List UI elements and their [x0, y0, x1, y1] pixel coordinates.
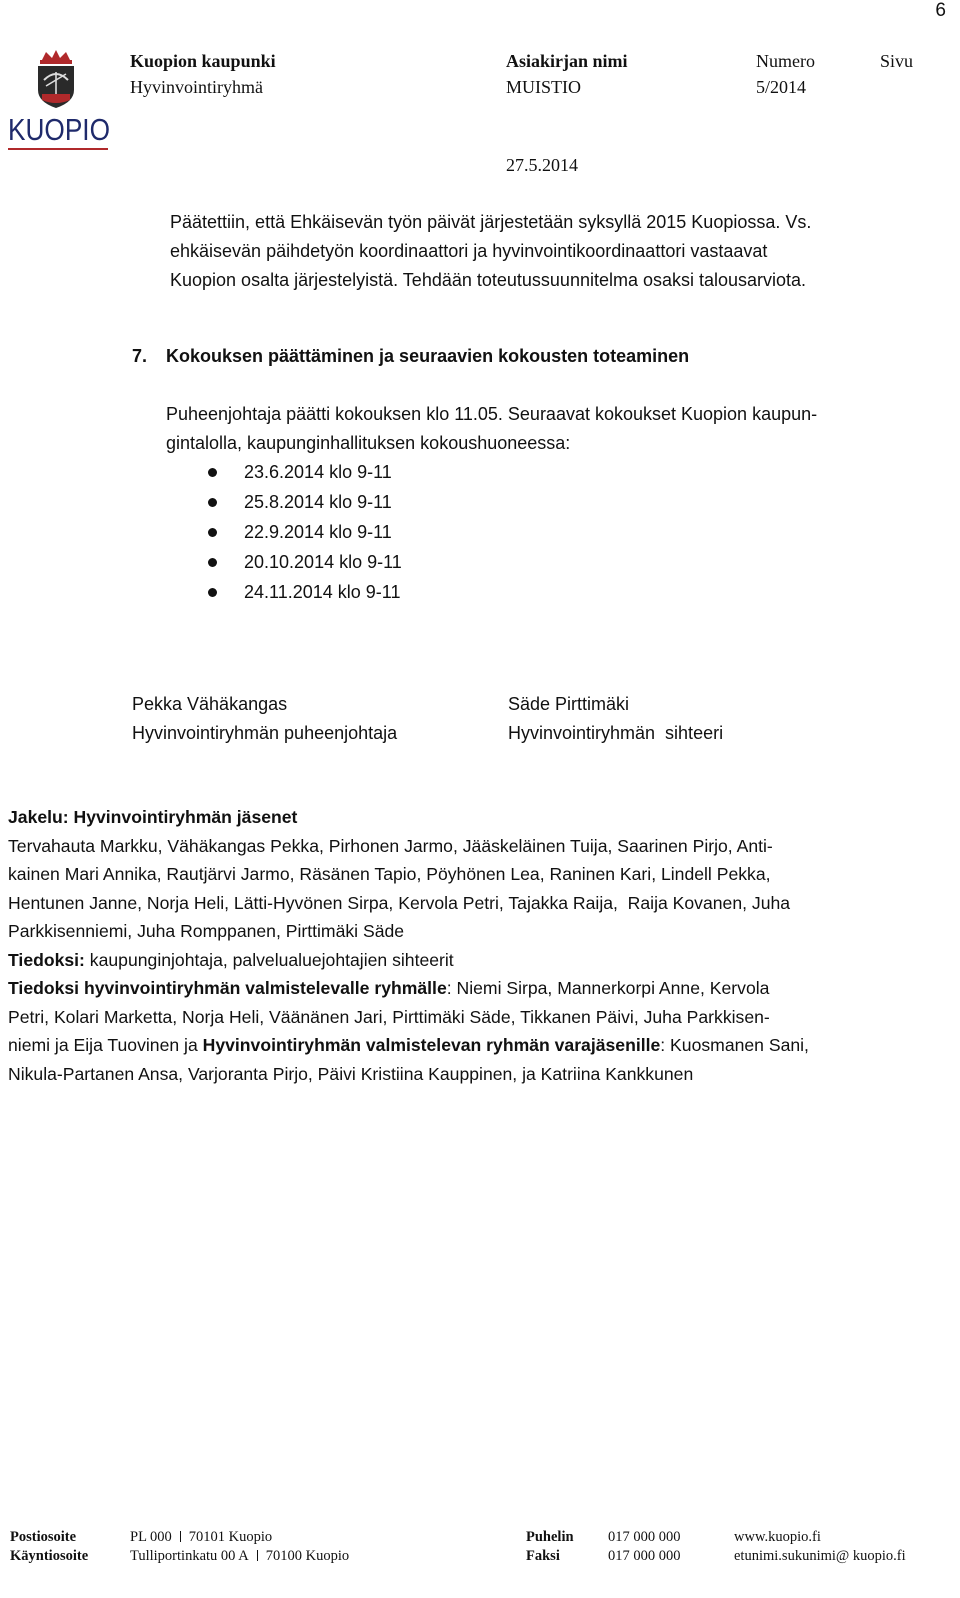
bullet-icon — [208, 558, 217, 567]
phone-label: Puhelin — [526, 1529, 574, 1545]
logo-wordmark: KUOPIO — [8, 112, 110, 147]
prep-group-label: Tiedoksi hyvinvointiryhmän valmistelevalle ryhmälle — [8, 978, 447, 998]
intro-line: Kuopion osalta järjestelyistä. Tehdään toteutussuunnitelma osaksi talousarviota. — [170, 270, 807, 290]
doc-name-value: MUISTIO — [506, 77, 581, 97]
meeting-date: 25.8.2014 klo 9-11 — [244, 492, 392, 512]
bullet-icon — [208, 468, 217, 477]
section-title: Kokouksen päättäminen ja seuraavien kokousten toteaminen — [166, 346, 690, 366]
number-label: Numero — [756, 51, 815, 71]
fax-label: Faksi — [526, 1548, 560, 1564]
visit-address — [130, 1547, 349, 1566]
bullet-icon — [208, 588, 217, 597]
intro-line: Päätettiin, että Ehkäisevän työn päivät järjestetään syksyllä 2015 Kuopiossa. Vs. — [170, 212, 812, 232]
document-date: 27.5.2014 — [506, 155, 578, 175]
secretary-signature — [508, 690, 723, 748]
secretary-title: Hyvinvointiryhmän sihteeri — [508, 723, 724, 743]
jakelu-heading: Jakelu: Hyvinvointiryhmän jäsenet — [8, 807, 298, 827]
postal-label: Postiosoite — [10, 1529, 77, 1545]
visit-street: Tulliportinkatu 00 A — [130, 1548, 249, 1564]
prep-line: Petri, Kolari Marketta, Norja Heli, Väänänen Jari, Pirttimäki Säde, Tikkanen Päivi, Juha Parkkisen- — [8, 1006, 770, 1027]
list-item — [208, 577, 608, 607]
secretary-name: Säde Pirttimäki — [508, 694, 630, 714]
section-paragraph — [166, 400, 817, 458]
postal-city: 70101 Kuopio — [188, 1529, 273, 1545]
prep-line: niemi ja Eija Tuovinen ja — [8, 1035, 203, 1055]
section-number: 7. — [132, 346, 148, 366]
email-link[interactable]: etunimi.sukunimi@ kuopio.fi — [734, 1548, 906, 1564]
list-item — [208, 547, 608, 577]
section-line: Puheenjohtaja päätti kokouksen klo 11.05. Seuraavat kokoukset Kuopion kaupun- — [166, 404, 818, 424]
list-item — [208, 487, 608, 517]
number-value: 5/2014 — [756, 77, 807, 97]
chair-signature — [132, 690, 397, 748]
doc-name-label: Asiakirjan nimi — [506, 51, 628, 71]
page-label: Sivu — [880, 51, 914, 71]
bullet-icon — [208, 528, 217, 537]
visit-label: Käyntiosoite — [10, 1548, 89, 1564]
meeting-date: 20.10.2014 klo 9-11 — [244, 552, 402, 572]
visit-city: 70100 Kuopio — [265, 1548, 350, 1564]
website-link[interactable]: www.kuopio.fi — [734, 1529, 821, 1545]
section-line: gintalolla, kaupunginhallituksen kokoushuoneessa: — [166, 433, 571, 453]
intro-line: ehkäisevän päihdetyön koordinaattori ja hyvinvointikoordinaattori vastaavat — [170, 241, 768, 261]
meeting-date: 24.11.2014 klo 9-11 — [244, 582, 401, 602]
kuopio-logo — [8, 50, 112, 156]
meeting-list — [208, 457, 608, 607]
postal-address — [130, 1528, 272, 1547]
members-line: Tervahauta Markku, Vähäkangas Pekka, Pirhonen Jarmo, Jääskeläinen Tuija, Saarinen Pirjo, Anti- — [8, 835, 773, 856]
org-label: Kuopion kaupunki — [130, 51, 276, 71]
members-line: kainen Mari Annika, Rautjärvi Jarmo, Räsänen Tapio, Pöyhönen Lea, Raninen Kari, Lindell Pekka, — [8, 864, 771, 884]
prep-line: : Niemi Sirpa, Mannerkorpi Anne, Kervola — [446, 978, 770, 998]
page-number: 6 — [935, 0, 946, 21]
bullet-icon — [208, 498, 217, 507]
members-line: Parkkisenniemi, Juha Romppanen, Pirttimäki Säde — [8, 921, 405, 941]
intro-paragraph — [170, 208, 811, 295]
prep-line: : Kuosmanen Sani, — [660, 1035, 809, 1055]
list-item — [208, 457, 608, 487]
separator — [180, 1531, 181, 1542]
coat-of-arms-icon — [8, 50, 112, 156]
prep-line: Nikula-Partanen Ansa, Varjoranta Pirjo, Päivi Kristiina Kauppinen, ja Katriina Kankkunen — [8, 1063, 694, 1084]
deputy-label: Hyvinvointiryhmän valmistelevan ryhmän varajäsenille — [202, 1035, 661, 1055]
fax-value: 017 000 000 — [608, 1548, 681, 1564]
members-line: Hentunen Janne, Norja Heli, Lätti-Hyvönen Sirpa, Kervola Petri, Tajakka Raija, Raija Kovanen, Juha — [8, 892, 791, 913]
org-value: Hyvinvointiryhmä — [130, 77, 263, 97]
meeting-date: 22.9.2014 klo 9-11 — [244, 522, 392, 542]
tiedoksi-label: Tiedoksi: — [8, 949, 85, 970]
tiedoksi-text: kaupunginjohtaja, palvelualuejohtajien sihteerit — [84, 949, 454, 970]
chair-title: Hyvinvointiryhmän puheenjohtaja — [132, 723, 398, 743]
distribution-block — [8, 803, 948, 1088]
phone-value: 017 000 000 — [608, 1529, 681, 1545]
meeting-date: 23.6.2014 klo 9-11 — [244, 462, 392, 482]
chair-name: Pekka Vähäkangas — [132, 694, 288, 714]
list-item — [208, 517, 608, 547]
separator — [257, 1550, 258, 1561]
postal-box: PL 000 — [130, 1529, 172, 1545]
